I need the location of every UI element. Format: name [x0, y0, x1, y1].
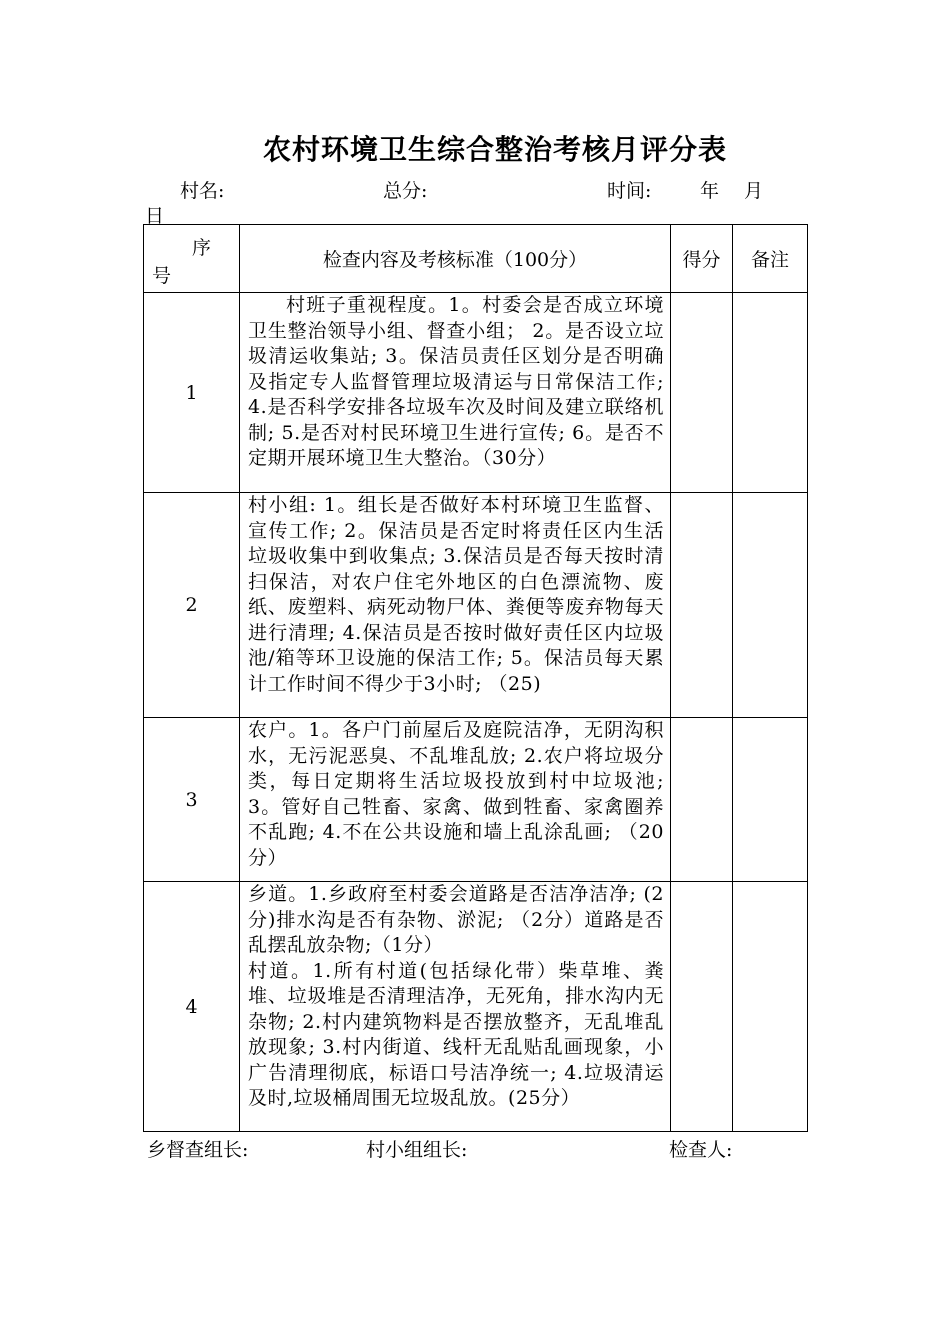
header-seq-part1: 序 — [192, 237, 212, 259]
header-seq — [144, 225, 240, 293]
year-label: 年 — [700, 180, 720, 202]
day-label: 日 — [145, 205, 165, 227]
page-title: 农村环境卫生综合整治考核月评分表 — [262, 133, 727, 166]
table-row — [144, 493, 808, 718]
row-content — [240, 493, 671, 718]
table-row — [144, 718, 808, 882]
row-content — [240, 718, 671, 882]
month-label: 月 — [744, 180, 764, 202]
row-content-paragraph: 村道。1.所有村道(包括绿化带）柴草堆、粪堆、垃圾堆是否清理洁净，无死角，排水沟内无杂物; 2.村内建筑物料是否摆放整齐，无乱堆乱放现象; 3.村内街道、线杆无乱贴乱画现象，小广告清理彻底，标语口号洁净统一; 4.垃圾清运及时,垃圾桶周围无垃圾乱放。(25分） — [248, 959, 664, 1109]
inspector-label: 检查人: — [669, 1139, 733, 1161]
row-content-paragraph: 村班子重视程度。1。村委会是否成立环境卫生整治领导小组、督查小组； 2。是否设立垃圾清运收集站; 3。保洁员责任区划分是否明确及指定专人监督管理垃圾清运与日常保洁工作; 4.是否科学安排各垃圾车次及时间及建立联络机制; 5.是否对村民环境卫生进行宣传; 6。是否不定期开展环境卫生大整治。（30分） — [248, 294, 664, 469]
row-remarks-cell[interactable] — [733, 882, 808, 1132]
row-score-cell[interactable] — [671, 718, 733, 882]
row-seq: 1 — [144, 293, 240, 493]
header-content: 检查内容及考核标准（100分） — [240, 225, 671, 293]
row-seq: 4 — [144, 882, 240, 1132]
row-remarks-cell[interactable] — [733, 493, 808, 718]
row-content — [240, 293, 671, 493]
row-seq: 2 — [144, 493, 240, 718]
score-table — [143, 224, 808, 1132]
row-remarks-cell[interactable] — [733, 293, 808, 493]
header-remarks: 备注 — [733, 225, 808, 293]
row-score-cell[interactable] — [671, 882, 733, 1132]
village-label: 村名: — [180, 180, 225, 202]
row-remarks-cell[interactable] — [733, 718, 808, 882]
row-content — [240, 882, 671, 1132]
row-seq: 3 — [144, 718, 240, 882]
total-score-label: 总分: — [383, 180, 428, 202]
table-row — [144, 882, 808, 1132]
row-content-paragraph: 村小组: 1。组长是否做好本村环境卫生监督、宣传工作; 2。保洁员是否定时将责任区内生活垃圾收集中到收集点; 3.保洁员是否每天按时清扫保洁，对农户住宅外地区的白色漂流物、废纸、废塑料、病死动物尸体、粪便等废弃物每天进行清理; 4.保洁员是否按时做好责任区内垃圾池/箱等环卫设施的保洁工作; 5。保洁员每天累计工作时间不得少于3小时; （25) — [248, 494, 664, 695]
header-row — [144, 225, 808, 293]
row-content-paragraph: 乡道。1.乡政府至村委会道路是否洁净洁净; (2分)排水沟是否有杂物、淤泥; （2分）道路是否乱摆乱放杂物;（1分） — [248, 883, 664, 956]
header-score: 得分 — [671, 225, 733, 293]
village-leader-label: 村小组组长: — [366, 1139, 468, 1161]
header-seq-part2: 号 — [152, 265, 172, 287]
row-score-cell[interactable] — [671, 493, 733, 718]
time-label: 时间: — [607, 180, 652, 202]
row-score-cell[interactable] — [671, 293, 733, 493]
table-row — [144, 293, 808, 493]
township-leader-label: 乡督查组长: — [147, 1139, 249, 1161]
row-content-paragraph: 农户。1。各户门前屋后及庭院洁净，无阴沟积水，无污泥恶臭、不乱堆乱放; 2.农户将垃圾分类，每日定期将生活垃圾投放到村中垃圾池; 3。管好自己牲畜、家禽、做到牲畜、家禽圈养不乱跑; 4.不在公共设施和墙上乱涂乱画; （20分） — [248, 719, 664, 869]
